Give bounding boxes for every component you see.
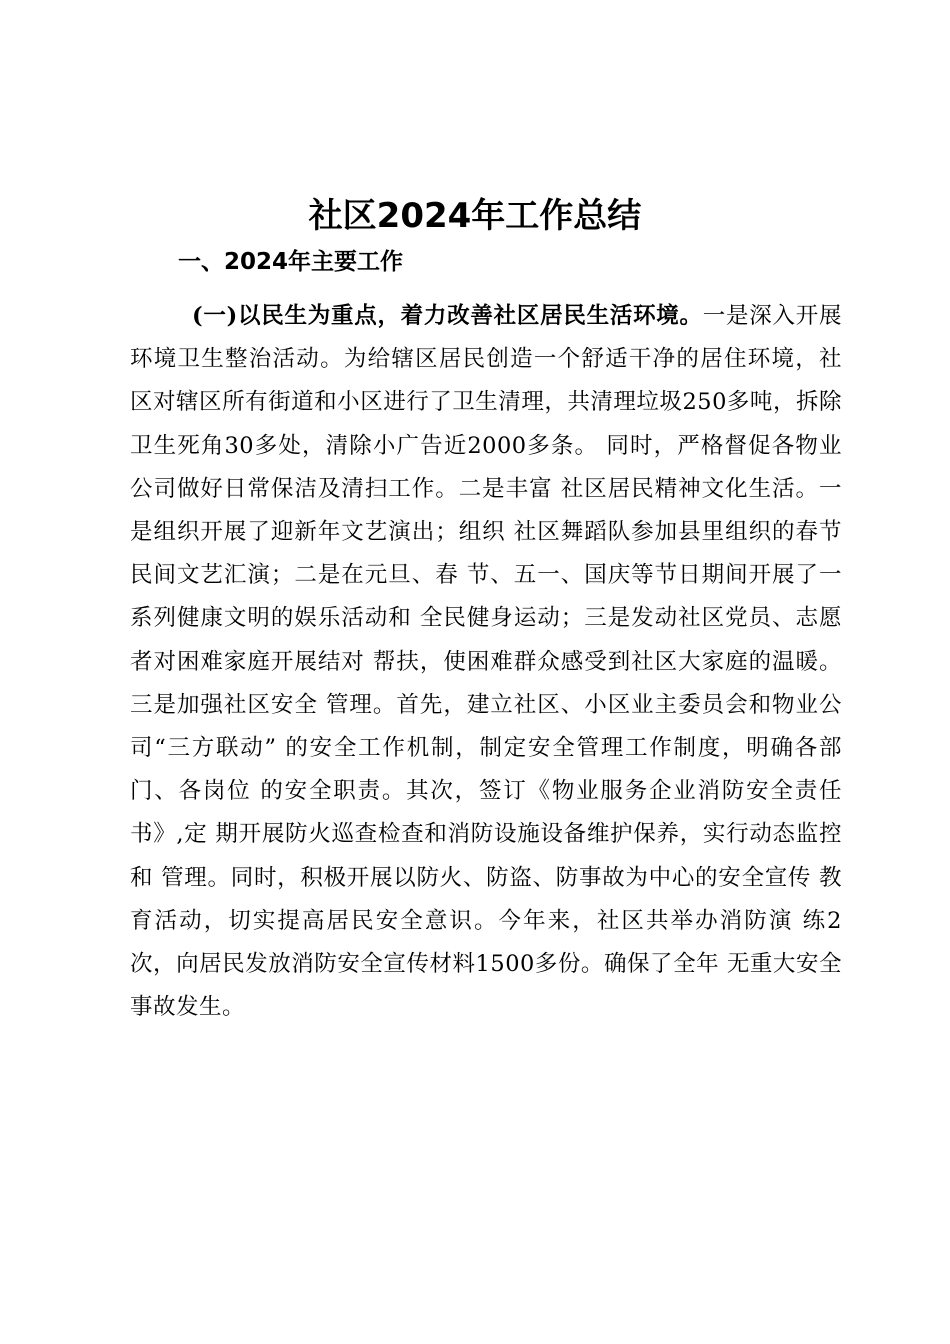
document-title: 社区2024年工作总结 — [308, 196, 642, 236]
body-paragraph — [130, 295, 842, 1029]
section-heading: 一、2024年主要工作 — [178, 249, 404, 275]
paragraph-lead: (一)以民生为重点，着力改善社区居民生活环境。 — [192, 303, 703, 329]
paragraph-body: 一是深入开展环境卫生整治活动。为给辖区居民创造一个舒适干净的居住环境，社区对辖区所有街道和小区进行了卫生清理，共清理垃圾250多吨，拆除卫生死角30多处，清除小广告近2000多条。 同时，严格督促各物业公司做好日常保洁及清扫工作。二是丰富 社区居民精神文化生活。一是组织开展了迎新年文艺演出；组织 社区舞蹈队参加县里组织的春节民间文艺汇演；二是在元旦、春 节、五一、国庆等节日期间开展了一系列健康文明的娱乐活动和 全民健身运动；三是发动社区党员、志愿者对困难家庭开展结对 帮扶，使困难群众感受到社区大家庭的温暖。三是加强社区安全 管理。首先，建立社区、小区业主委员会和物业公司“三方联动” 的安全工作机制，制定安全管理工作制度，明确各部门、各岗位 的安全职责。其次，签订《物业服务企业消防安全责任书》,定 期开展防火巡查检查和消防设施设备维护保养，实行动态监控和 管理。同时，积极开展以防火、防盗、防事故为中心的安全宣传 教育活动，切实提高居民安全意识。今年来，社区共举办消防演 练2次，向居民发放消防安全宣传材料1500多份。确保了全年 无重大安全事故发生。 — [130, 303, 842, 1021]
